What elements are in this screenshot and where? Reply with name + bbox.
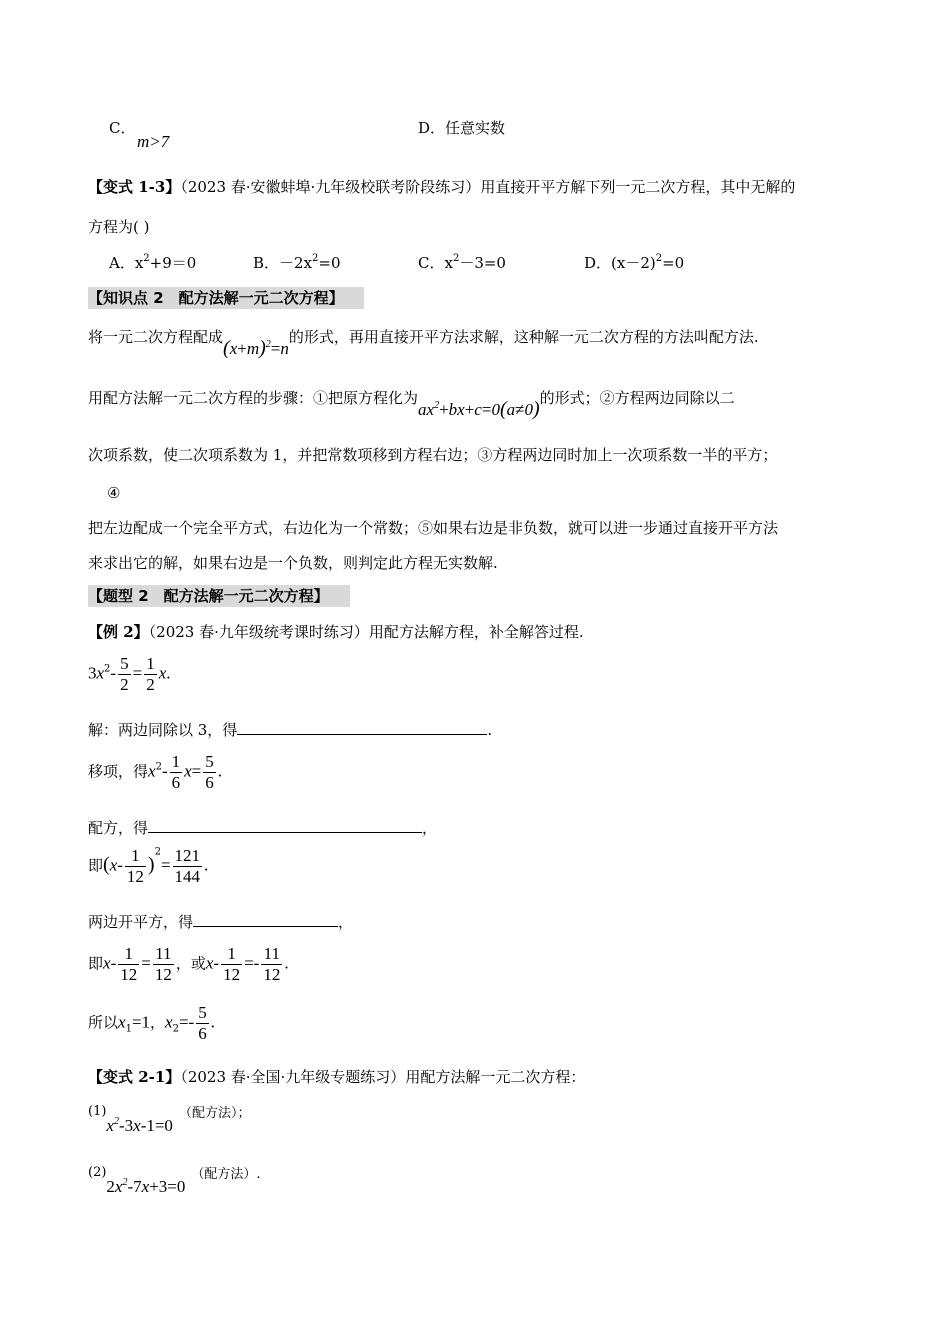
question-1-3-stem-line2: 方程为( ): [88, 218, 150, 236]
kp2-paragraph-5: 把左边配成一个完全平方式，右边化为一个常数；⑤如果右边是非负数，就可以进一步通过直接开平方法: [88, 519, 779, 537]
option-a: A．$x^2+9=0$: [109, 253, 197, 272]
kp2-paragraph-2: 用配方法解一元二次方程的步骤：①把原方程化为$ax^2+bx+c=0(a\ne 0)$的形式；②方程两边同除以二: [88, 389, 735, 420]
option-c: C．$x^2-3=0$: [418, 253, 506, 272]
option-d-1-3: D．$(x-2)^2=0$: [584, 253, 685, 272]
kp2-paragraph-6: 来求出它的解，如果右边是一个负数，则判定此方程无实数解.: [88, 554, 498, 572]
question-2-1-item-2: $(2)2x^2-7x+3=0$（配方法）.: [88, 1165, 261, 1196]
step-5: 两边开平方，得 ，: [88, 913, 354, 931]
kp2-paragraph-3: 次项系数，使二次项系数为 1，并把常数项移到方程右边；③方程两边同时加上一次项系数一半的平方；: [88, 446, 778, 464]
question-source: （2023 春·安徽蚌埠·九年级校联考阶段练习）: [180, 178, 481, 196]
step-1: 解：两边同除以 3，得 .: [88, 721, 493, 739]
kp2-paragraph-4: ④: [107, 484, 121, 502]
answer-blank-3[interactable]: [193, 911, 338, 927]
question-text: 用直接开平方解下列一元二次方程，其中无解的: [480, 178, 796, 196]
question-2-1-stem: 【变式 2-1】（2023 春·全国·九年级专题练习）用配方法解一元二次方程：: [88, 1068, 586, 1086]
example-equation: $3x^2-$ $\frac{5}{2}$ = $\frac{1}{2}$ x.: [88, 654, 171, 694]
answer-blank-2[interactable]: [148, 817, 422, 833]
example-2-stem: 【例 2】（2023 春·九年级统考课时练习）用配方法解方程，补全解答过程.: [88, 623, 584, 641]
step-7: 所以$x_1=1$，$x_2=-$ $\frac{5}{6}$ .: [88, 1003, 215, 1043]
step-2: 移项，得$x^2-$ $\frac{1}{6}$ x= $\frac{5}{6}$ .: [88, 752, 222, 792]
formula-xm-squared: $(x+m)^2=n$: [223, 337, 289, 359]
formula-general-quadratic: $ax^2+bx+c=0(a\ne 0)$: [418, 398, 540, 420]
option-d: D．任意实数: [418, 119, 506, 137]
question-1-3-stem: [88, 177, 795, 197]
step-4: 即(x- $\frac{1}{12}$ )$^2$= $\frac{121}{144}$ .: [88, 846, 209, 886]
step-3: 配方，得 ，: [88, 819, 438, 837]
step-6: 即x- $\frac{1}{12}$ = $\frac{11}{12}$ ，或x- $\frac{1}{12}$ =- $\frac{11}{12}$ .: [88, 944, 289, 984]
option-c-math: m>7: [137, 132, 170, 151]
section-header-type-2: 【题型 2 配方法解一元二次方程】: [88, 585, 350, 607]
question-tag: 【变式 1-3】: [88, 178, 181, 196]
option-b: B．$-2x^2=0$: [253, 253, 341, 272]
section-header-knowledge-2: 【知识点 2 配方法解一元二次方程】: [88, 287, 364, 309]
option-c-label: C．: [109, 119, 136, 137]
kp2-paragraph-1: 将一元二次方程配成$(x+m)^2=n$的形式，再用直接开平方法求解，这种解一元二次方程的方法叫配方法.: [88, 328, 759, 359]
question-2-1-item-1: $(1)x^2-3x-1=0$（配方法）；: [88, 1104, 251, 1135]
answer-blank-1[interactable]: [237, 719, 487, 735]
